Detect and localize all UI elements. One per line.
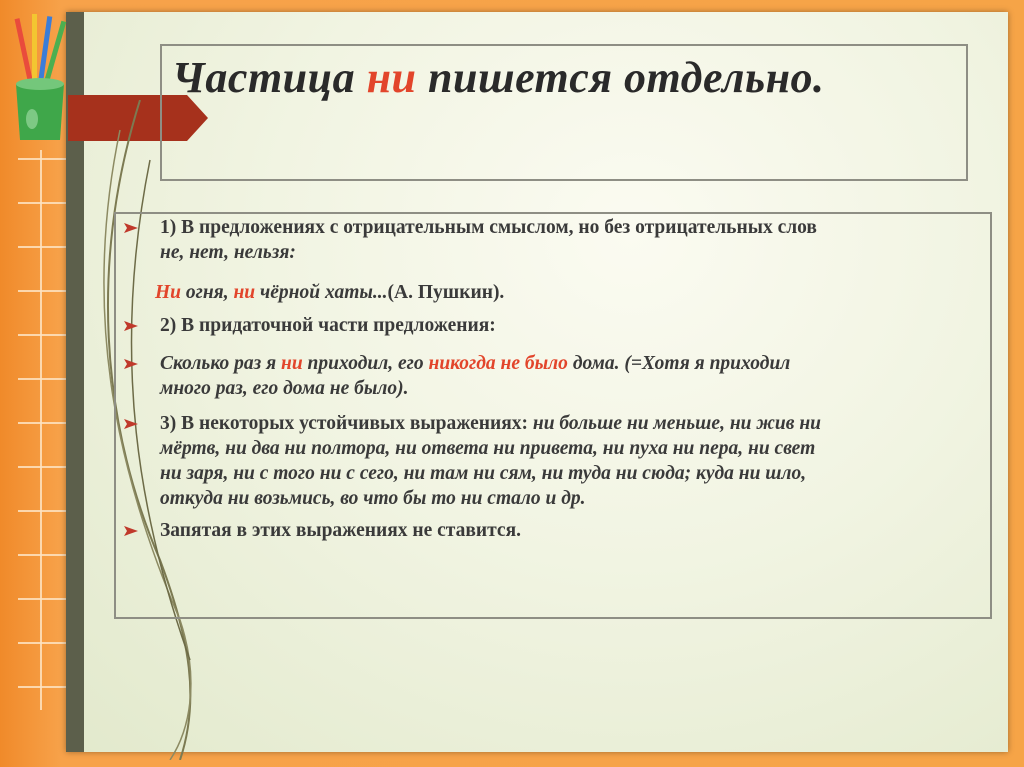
arrow-bullet-icon: [124, 321, 138, 331]
rule-1-words: не, нет, нельзя:: [160, 242, 296, 263]
arrow-bullet-icon: [124, 223, 138, 233]
arrow-bullet-icon: [124, 526, 138, 536]
example-1: Ни огня, ни чёрной хаты...(А. Пушкин).: [155, 282, 505, 303]
arrow-bullet-icon: [124, 419, 138, 429]
arrow-bullet-icon: [124, 359, 138, 369]
rule-2-text: 2) В придаточной части предложения:: [160, 315, 496, 336]
example-2-line1: Сколько раз я ни приходил, его никогда не было дома. (=Хотя я приходил: [160, 353, 791, 374]
rule-3-line2: мёртв, ни два ни полтора, ни ответа ни привета, ни пуха ни пера, ни свет: [160, 438, 816, 459]
rule-1-text: 1) В предложениях с отрицательным смыслом, но без отрицательных слов: [160, 217, 817, 238]
rule-3-line1: 3) В некоторых устойчивых выражениях: ни больше ни меньше, ни жив ни: [160, 413, 822, 434]
slide-title: Частица ни пишется отдельно.: [172, 53, 825, 102]
rule-3-line4: откуда ни возьмись, во что бы то ни стало и др.: [160, 488, 586, 509]
decorative-grid: [18, 150, 66, 710]
pencil-cup-icon: [8, 14, 72, 144]
comma-note: Запятая в этих выражениях не ставится.: [160, 520, 522, 541]
example-2-line2: много раз, его дома не было).: [160, 378, 409, 399]
title-accent-word: ни: [366, 53, 417, 102]
rule-3-line3: ни заря, ни с того ни с сего, ни там ни сям, ни туда ни сюда; куда ни шло,: [160, 463, 807, 484]
